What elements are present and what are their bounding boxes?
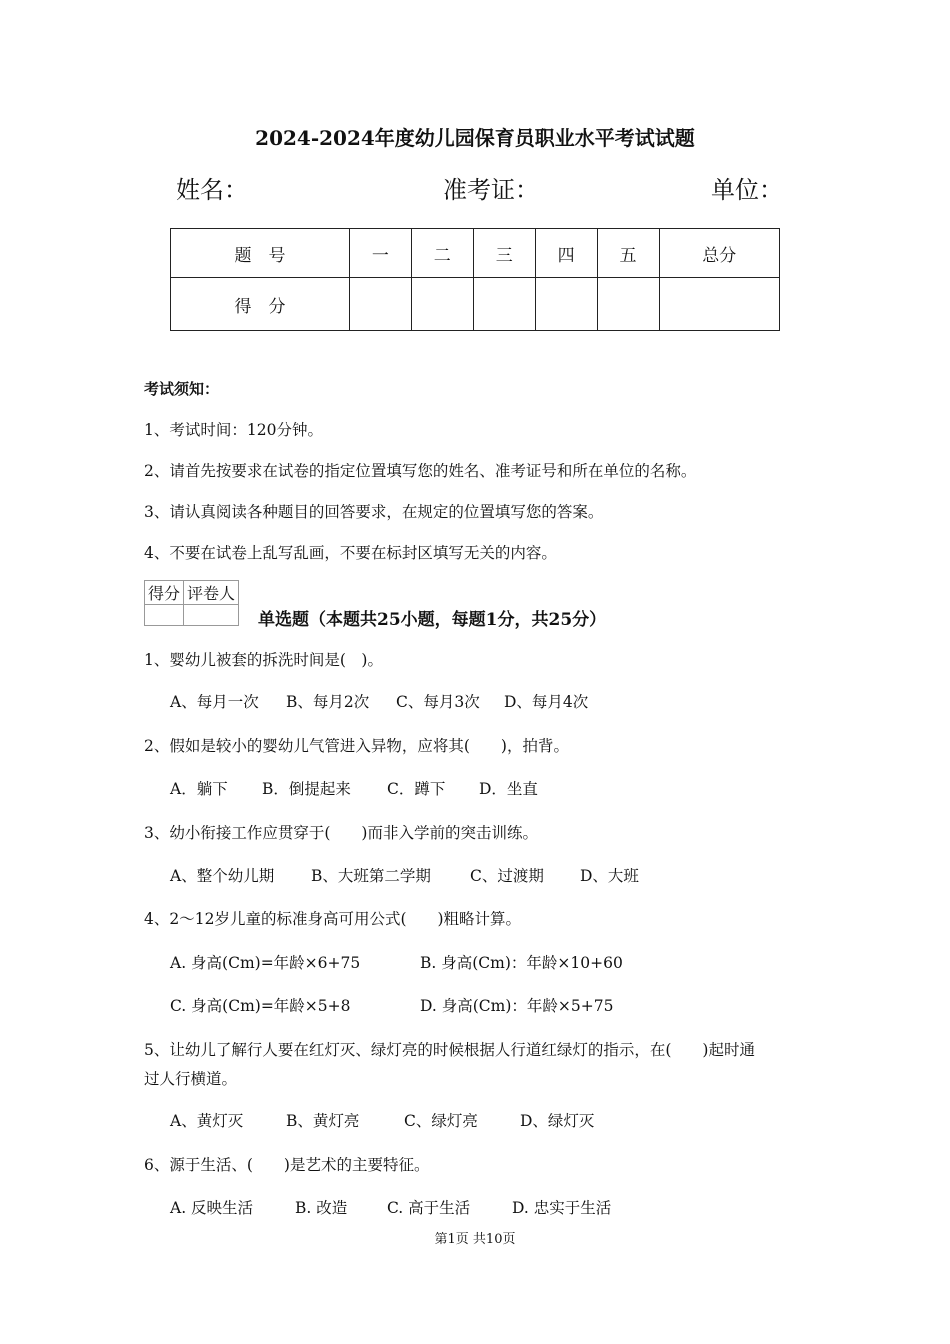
score-table-cell: 二	[411, 229, 473, 278]
question-stem: 2、假如是较小的婴幼儿气管进入异物，应将其( )，拍背。	[144, 737, 569, 755]
score-entry-cell[interactable]	[597, 278, 659, 331]
score-table	[170, 228, 780, 331]
note-item: 4、不要在试卷上乱写乱画，不要在标封区填写无关的内容。	[144, 544, 557, 562]
question-stem: 1、婴幼儿被套的拆洗时间是( )。	[144, 651, 383, 669]
question-option: B、大班第二学期	[311, 867, 431, 885]
question-option: D、绿灯灭	[520, 1112, 595, 1130]
question-option: C、过渡期	[470, 867, 544, 885]
question-option: B. 身高(Cm)：年龄×10+60	[420, 954, 623, 972]
question-option: C、绿灯亮	[404, 1112, 478, 1130]
unit-label: 单位：	[711, 176, 783, 204]
question-option: B、黄灯亮	[286, 1112, 360, 1130]
question-option: A、黄灯灭	[170, 1112, 244, 1130]
score-table-cell: 题 号	[171, 229, 350, 278]
note-item: 1、考试时间：120分钟。	[144, 421, 323, 439]
question-option: A. 身高(Cm)=年龄×6+75	[170, 954, 361, 972]
score-table-cell: 一	[349, 229, 411, 278]
score-table-cell: 总分	[659, 229, 779, 278]
question-option: D、每月4次	[504, 693, 589, 711]
score-table-cell: 得 分	[171, 278, 350, 331]
score-entry-cell[interactable]	[659, 278, 779, 331]
question-stem: 4、2～12岁儿童的标准身高可用公式( )粗略计算。	[144, 910, 522, 928]
grader-score-cell[interactable]	[145, 605, 184, 626]
question-option: D. 忠实于生活	[512, 1199, 612, 1217]
note-item: 2、请首先按要求在试卷的指定位置填写您的姓名、准考证号和所在单位的名称。	[144, 462, 697, 480]
question-option: D. 身高(Cm)：年龄×5+75	[420, 997, 614, 1015]
question-stem-continued: 过人行横道。	[144, 1070, 238, 1088]
grader-box	[144, 580, 239, 626]
score-entry-cell[interactable]	[411, 278, 473, 331]
grader-name-cell[interactable]	[184, 605, 239, 626]
question-option: A、整个幼儿期	[170, 867, 275, 885]
question-option: B、每月2次	[286, 693, 370, 711]
question-option: D．坐直	[479, 780, 538, 798]
question-option: C、每月3次	[396, 693, 480, 711]
question-option: B. 改造	[295, 1199, 348, 1217]
grader-name-label: 评卷人	[184, 581, 239, 605]
score-table-cell: 五	[597, 229, 659, 278]
score-entry-cell[interactable]	[473, 278, 535, 331]
score-table-cell: 四	[535, 229, 597, 278]
grader-score-label: 得分	[145, 581, 184, 605]
score-table-score-row	[171, 278, 780, 331]
name-label: 姓名：	[176, 176, 248, 204]
exam-id-label: 准考证：	[443, 176, 539, 204]
question-option: A、每月一次	[170, 693, 259, 711]
page-footer: 第1页 共10页	[434, 1232, 516, 1247]
score-table-header-row	[171, 229, 780, 278]
page-title: 2024-2024年度幼儿园保育员职业水平考试试题	[255, 126, 695, 150]
question-option: D、大班	[580, 867, 639, 885]
question-option: C．蹲下	[387, 780, 446, 798]
question-option: A．躺下	[170, 780, 228, 798]
question-option: C. 身高(Cm)=年龄×5+8	[170, 997, 351, 1015]
note-item: 3、请认真阅读各种题目的回答要求，在规定的位置填写您的答案。	[144, 503, 604, 521]
section-title: 单选题（本题共25小题，每题1分，共25分）	[258, 610, 607, 630]
score-entry-cell[interactable]	[535, 278, 597, 331]
question-stem: 3、幼小衔接工作应贯穿于( )而非入学前的突击训练。	[144, 824, 538, 842]
score-entry-cell[interactable]	[349, 278, 411, 331]
question-option: B．倒提起来	[262, 780, 351, 798]
question-stem: 5、让幼儿了解行人要在红灯灭、绿灯亮的时候根据人行道红绿灯的指示，在( )起时通	[144, 1041, 755, 1059]
score-table-cell: 三	[473, 229, 535, 278]
question-stem: 6、源于生活、( )是艺术的主要特征。	[144, 1156, 430, 1174]
question-option: C. 高于生活	[387, 1199, 471, 1217]
notes-heading: 考试须知：	[144, 380, 220, 398]
question-option: A. 反映生活	[170, 1199, 254, 1217]
